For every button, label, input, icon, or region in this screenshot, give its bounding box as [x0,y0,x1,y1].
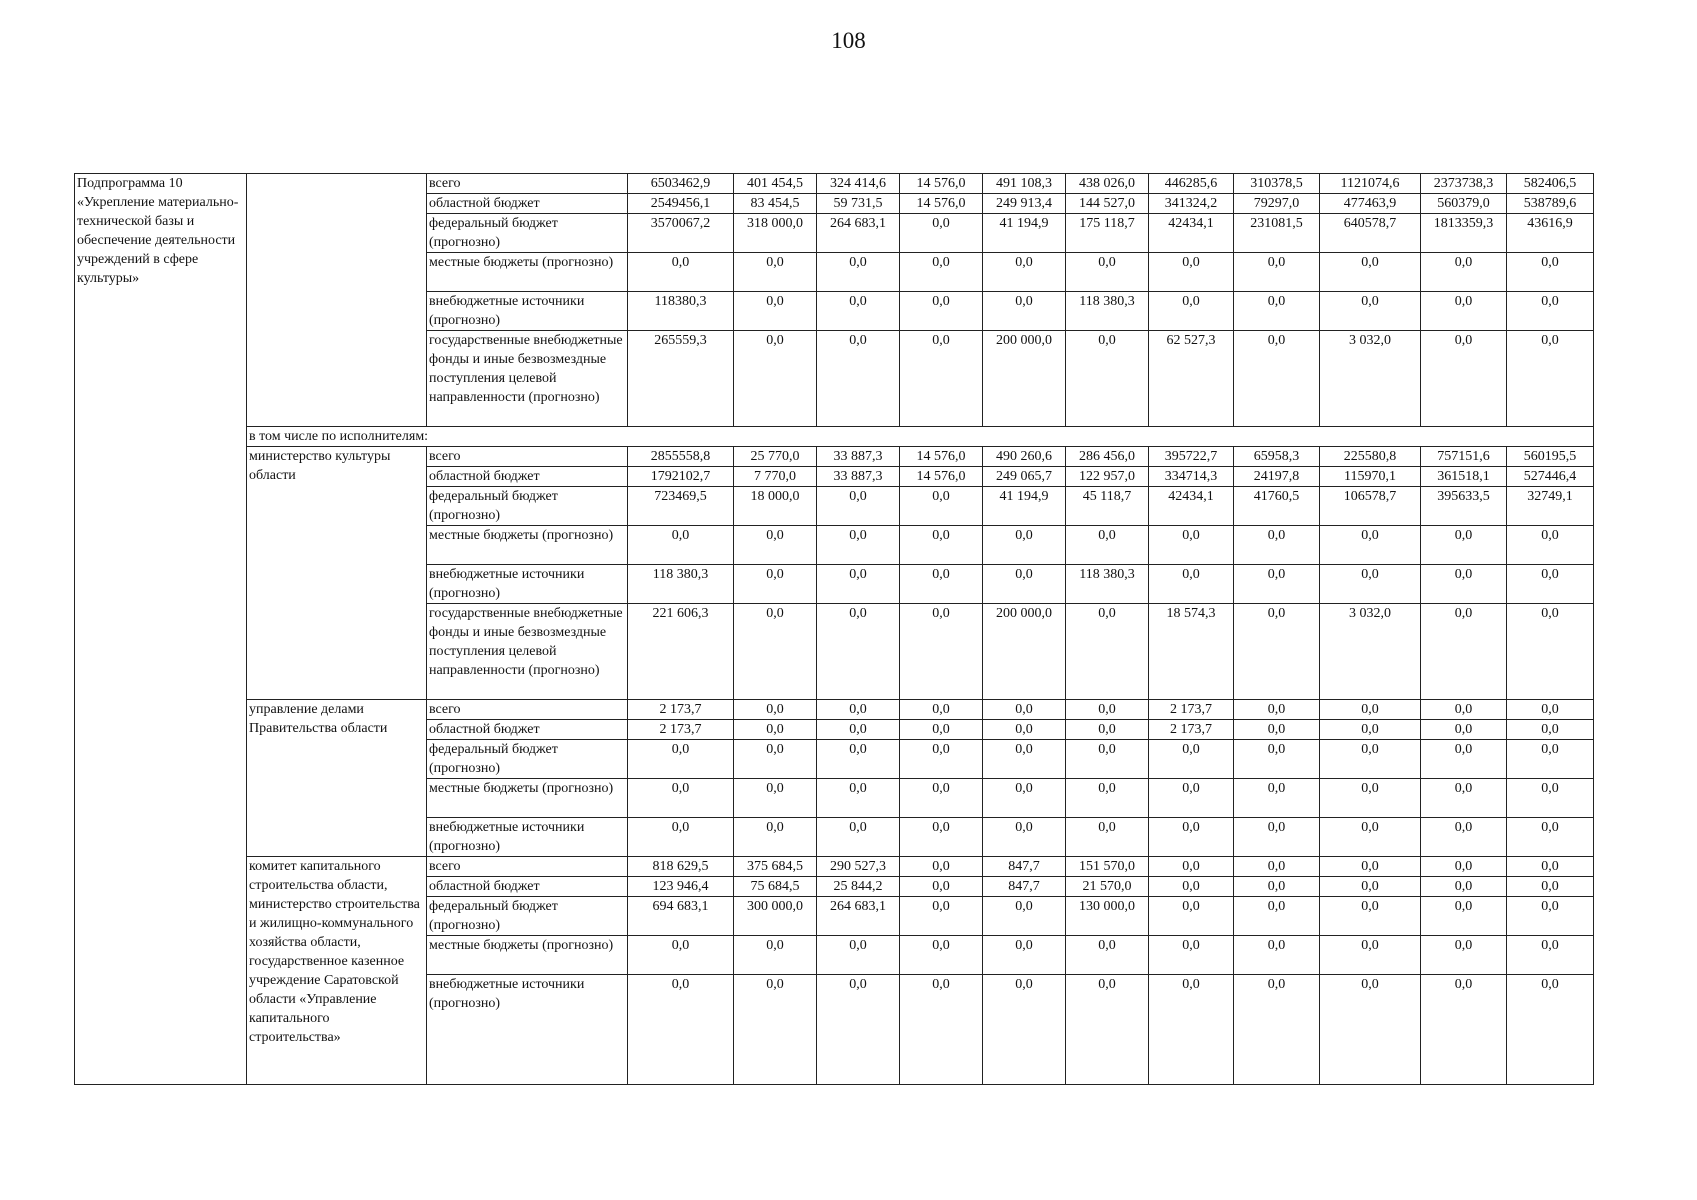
amount-cell: 32749,1 [1507,487,1594,526]
amount-cell: 0,0 [1066,720,1149,740]
amount-cell: 0,0 [1421,331,1507,427]
amount-cell: 2373738,3 [1421,174,1507,194]
amount-cell: 310378,5 [1234,174,1320,194]
amount-cell: 0,0 [817,818,900,857]
amount-cell: 0,0 [817,700,900,720]
executors-subheading-row [75,427,1594,447]
table-row [75,700,1594,720]
amount-cell: 0,0 [628,975,734,1085]
amount-cell: 0,0 [1507,936,1594,975]
amount-cell: 438 026,0 [1066,174,1149,194]
amount-cell: 0,0 [1421,877,1507,897]
amount-cell: 0,0 [1149,936,1234,975]
amount-cell: 0,0 [817,779,900,818]
amount-cell: 1813359,3 [1421,214,1507,253]
amount-cell: 0,0 [983,975,1066,1085]
amount-cell: 0,0 [900,877,983,897]
amount-cell: 0,0 [1234,975,1320,1085]
amount-cell: 0,0 [1507,877,1594,897]
amount-cell: 0,0 [1320,936,1421,975]
amount-cell: 0,0 [1421,857,1507,877]
amount-cell: 3 032,0 [1320,604,1421,700]
amount-cell: 41760,5 [1234,487,1320,526]
amount-cell: 7 770,0 [734,467,817,487]
amount-cell: 0,0 [817,936,900,975]
amount-cell: 221 606,3 [628,604,734,700]
amount-cell: 118380,3 [628,292,734,331]
amount-cell: 25 770,0 [734,447,817,467]
amount-cell: 0,0 [900,292,983,331]
amount-cell: 0,0 [1320,720,1421,740]
amount-cell: 24197,8 [1234,467,1320,487]
amount-cell: 1121074,6 [1320,174,1421,194]
funding-source-label: областной бюджет [427,194,628,214]
amount-cell: 1792102,7 [628,467,734,487]
amount-cell: 0,0 [983,700,1066,720]
amount-cell: 0,0 [1149,897,1234,936]
amount-cell: 264 683,1 [817,214,900,253]
funding-source-label: областной бюджет [427,877,628,897]
amount-cell: 694 683,1 [628,897,734,936]
amount-cell: 0,0 [983,818,1066,857]
funding-source-label: местные бюджеты (прогнозно) [427,526,628,565]
amount-cell: 0,0 [900,487,983,526]
amount-cell: 0,0 [900,720,983,740]
amount-cell: 0,0 [1320,253,1421,292]
amount-cell: 33 887,3 [817,467,900,487]
amount-cell: 0,0 [1320,818,1421,857]
executors-subheading: в том числе по исполнителям: [247,427,1594,447]
amount-cell: 59 731,5 [817,194,900,214]
amount-cell: 0,0 [1421,897,1507,936]
amount-cell: 265559,3 [628,331,734,427]
amount-cell: 0,0 [817,292,900,331]
amount-cell: 0,0 [1234,292,1320,331]
amount-cell: 0,0 [1507,604,1594,700]
amount-cell: 45 118,7 [1066,487,1149,526]
funding-source-label: всего [427,174,628,194]
amount-cell: 847,7 [983,857,1066,877]
amount-cell: 65958,3 [1234,447,1320,467]
amount-cell: 0,0 [1234,720,1320,740]
executor-cell: комитет капитального строительства области, министерство строительства и жилищно-коммунального хозяйства области, государственное казенное учреждение Саратовской области «Управление капитального строительства» [247,857,427,1085]
amount-cell: 0,0 [983,253,1066,292]
executor-cell: управление делами Правительства области [247,700,427,857]
amount-cell: 0,0 [1234,857,1320,877]
funding-source-label: местные бюджеты (прогнозно) [427,779,628,818]
amount-cell: 0,0 [1234,740,1320,779]
amount-cell: 0,0 [1149,975,1234,1085]
amount-cell: 0,0 [1234,818,1320,857]
table-row [75,447,1594,467]
amount-cell: 0,0 [1320,565,1421,604]
funding-source-label: местные бюджеты (прогнозно) [427,936,628,975]
amount-cell: 3 032,0 [1320,331,1421,427]
amount-cell: 0,0 [1149,253,1234,292]
funding-source-label: всего [427,700,628,720]
amount-cell: 249 913,4 [983,194,1066,214]
table-body [75,174,1594,1085]
amount-cell: 130 000,0 [1066,897,1149,936]
amount-cell: 118 380,3 [1066,565,1149,604]
funding-source-label: государственные внебюджетные фонды и иные безвозмездные поступления целевой направленности (прогнозно) [427,604,628,700]
amount-cell: 0,0 [1507,857,1594,877]
amount-cell: 0,0 [1149,857,1234,877]
amount-cell: 0,0 [628,779,734,818]
amount-cell: 18 574,3 [1149,604,1234,700]
amount-cell: 0,0 [1320,857,1421,877]
funding-source-label: федеральный бюджет (прогнозно) [427,897,628,936]
amount-cell: 33 887,3 [817,447,900,467]
amount-cell: 0,0 [1507,292,1594,331]
amount-cell: 0,0 [1507,897,1594,936]
amount-cell: 151 570,0 [1066,857,1149,877]
amount-cell: 0,0 [900,253,983,292]
amount-cell: 0,0 [1320,877,1421,897]
amount-cell: 0,0 [1234,936,1320,975]
amount-cell: 560379,0 [1421,194,1507,214]
funding-source-label: федеральный бюджет (прогнозно) [427,214,628,253]
executor-cell: министерство культуры области [247,447,427,700]
amount-cell: 0,0 [734,526,817,565]
funding-source-label: местные бюджеты (прогнозно) [427,253,628,292]
amount-cell: 2 173,7 [628,700,734,720]
amount-cell: 0,0 [1066,253,1149,292]
amount-cell: 0,0 [1234,897,1320,936]
amount-cell: 0,0 [628,818,734,857]
amount-cell: 0,0 [1421,720,1507,740]
amount-cell: 0,0 [1149,292,1234,331]
amount-cell: 0,0 [1066,700,1149,720]
amount-cell: 0,0 [734,604,817,700]
amount-cell: 18 000,0 [734,487,817,526]
amount-cell: 0,0 [734,565,817,604]
amount-cell: 118 380,3 [628,565,734,604]
amount-cell: 0,0 [1066,779,1149,818]
amount-cell: 0,0 [1320,700,1421,720]
amount-cell: 0,0 [983,565,1066,604]
amount-cell: 0,0 [983,292,1066,331]
amount-cell: 0,0 [900,700,983,720]
amount-cell: 0,0 [817,253,900,292]
amount-cell: 0,0 [628,936,734,975]
amount-cell: 286 456,0 [1066,447,1149,467]
amount-cell: 106578,7 [1320,487,1421,526]
amount-cell: 0,0 [1507,818,1594,857]
amount-cell: 0,0 [900,818,983,857]
amount-cell: 361518,1 [1421,467,1507,487]
amount-cell: 175 118,7 [1066,214,1149,253]
amount-cell: 0,0 [1234,700,1320,720]
funding-source-label: внебюджетные источники (прогнозно) [427,565,628,604]
executor-cell [247,174,427,427]
amount-cell: 0,0 [1507,526,1594,565]
amount-cell: 395722,7 [1149,447,1234,467]
amount-cell: 0,0 [817,526,900,565]
amount-cell: 490 260,6 [983,447,1066,467]
amount-cell: 0,0 [734,975,817,1085]
amount-cell: 477463,9 [1320,194,1421,214]
amount-cell: 0,0 [1320,897,1421,936]
amount-cell: 0,0 [900,604,983,700]
amount-cell: 0,0 [900,565,983,604]
amount-cell: 324 414,6 [817,174,900,194]
amount-cell: 200 000,0 [983,331,1066,427]
amount-cell: 0,0 [1066,740,1149,779]
amount-cell: 2855558,8 [628,447,734,467]
amount-cell: 0,0 [900,936,983,975]
amount-cell: 446285,6 [1149,174,1234,194]
amount-cell: 79297,0 [1234,194,1320,214]
amount-cell: 334714,3 [1149,467,1234,487]
funding-source-label: внебюджетные источники (прогнозно) [427,818,628,857]
amount-cell: 375 684,5 [734,857,817,877]
funding-source-label: областной бюджет [427,467,628,487]
amount-cell: 115970,1 [1320,467,1421,487]
amount-cell: 6503462,9 [628,174,734,194]
amount-cell: 0,0 [900,857,983,877]
funding-source-label: федеральный бюджет (прогнозно) [427,487,628,526]
amount-cell: 231081,5 [1234,214,1320,253]
amount-cell: 0,0 [1066,936,1149,975]
amount-cell: 0,0 [734,779,817,818]
amount-cell: 225580,8 [1320,447,1421,467]
amount-cell: 0,0 [983,779,1066,818]
page-number: 108 [831,28,866,53]
amount-cell: 0,0 [628,740,734,779]
amount-cell: 0,0 [1149,818,1234,857]
amount-cell: 290 527,3 [817,857,900,877]
amount-cell: 0,0 [1234,565,1320,604]
amount-cell: 0,0 [734,700,817,720]
amount-cell: 25 844,2 [817,877,900,897]
amount-cell: 0,0 [1149,565,1234,604]
amount-cell: 847,7 [983,877,1066,897]
amount-cell: 757151,6 [1421,447,1507,467]
amount-cell: 264 683,1 [817,897,900,936]
amount-cell: 0,0 [1066,604,1149,700]
amount-cell: 0,0 [1421,975,1507,1085]
amount-cell: 200 000,0 [983,604,1066,700]
amount-cell: 2 173,7 [1149,700,1234,720]
amount-cell: 0,0 [1066,331,1149,427]
amount-cell: 14 576,0 [900,447,983,467]
amount-cell: 0,0 [817,740,900,779]
amount-cell: 0,0 [1320,975,1421,1085]
amount-cell: 0,0 [1421,253,1507,292]
amount-cell: 300 000,0 [734,897,817,936]
amount-cell: 491 108,3 [983,174,1066,194]
amount-cell: 0,0 [1066,975,1149,1085]
program-title: Подпрограмма 10 «Укрепление материально-технической базы и обеспечение деятельности учреждений в сфере культуры» [75,174,247,1085]
amount-cell: 0,0 [1149,877,1234,897]
amount-cell: 0,0 [900,740,983,779]
amount-cell: 0,0 [1507,253,1594,292]
amount-cell: 0,0 [1149,526,1234,565]
funding-source-label: внебюджетные источники (прогнозно) [427,292,628,331]
amount-cell: 0,0 [1507,331,1594,427]
amount-cell: 0,0 [1507,700,1594,720]
amount-cell: 14 576,0 [900,174,983,194]
amount-cell: 582406,5 [1507,174,1594,194]
amount-cell: 0,0 [628,253,734,292]
amount-cell: 0,0 [734,740,817,779]
amount-cell: 723469,5 [628,487,734,526]
amount-cell: 0,0 [1507,779,1594,818]
amount-cell: 0,0 [817,604,900,700]
amount-cell: 0,0 [1149,740,1234,779]
amount-cell: 83 454,5 [734,194,817,214]
amount-cell: 0,0 [1234,604,1320,700]
amount-cell: 43616,9 [1507,214,1594,253]
amount-cell: 560195,5 [1507,447,1594,467]
amount-cell: 0,0 [1066,818,1149,857]
amount-cell: 0,0 [983,720,1066,740]
amount-cell: 0,0 [1320,292,1421,331]
amount-cell: 0,0 [817,975,900,1085]
funding-source-label: государственные внебюджетные фонды и иные безвозмездные поступления целевой направленности (прогнозно) [427,331,628,427]
amount-cell: 0,0 [1234,779,1320,818]
table-row [75,857,1594,877]
amount-cell: 0,0 [983,740,1066,779]
amount-cell: 0,0 [817,487,900,526]
amount-cell: 42434,1 [1149,214,1234,253]
amount-cell: 0,0 [734,818,817,857]
funding-source-label: внебюджетные источники (прогнозно) [427,975,628,1085]
amount-cell: 0,0 [1066,526,1149,565]
amount-cell: 2549456,1 [628,194,734,214]
amount-cell: 14 576,0 [900,467,983,487]
amount-cell: 0,0 [1421,936,1507,975]
amount-cell: 0,0 [1421,565,1507,604]
amount-cell: 0,0 [900,897,983,936]
amount-cell: 0,0 [1320,779,1421,818]
funding-source-label: федеральный бюджет (прогнозно) [427,740,628,779]
amount-cell: 0,0 [1421,818,1507,857]
amount-cell: 0,0 [817,331,900,427]
amount-cell: 0,0 [1421,292,1507,331]
amount-cell: 640578,7 [1320,214,1421,253]
amount-cell: 0,0 [1507,740,1594,779]
amount-cell: 0,0 [1421,604,1507,700]
amount-cell: 0,0 [900,779,983,818]
amount-cell: 123 946,4 [628,877,734,897]
amount-cell: 144 527,0 [1066,194,1149,214]
amount-cell: 318 000,0 [734,214,817,253]
amount-cell: 395633,5 [1421,487,1507,526]
amount-cell: 3570067,2 [628,214,734,253]
funding-source-label: областной бюджет [427,720,628,740]
amount-cell: 0,0 [734,292,817,331]
amount-cell: 2 173,7 [628,720,734,740]
amount-cell: 0,0 [900,214,983,253]
amount-cell: 75 684,5 [734,877,817,897]
amount-cell: 42434,1 [1149,487,1234,526]
amount-cell: 527446,4 [1507,467,1594,487]
amount-cell: 0,0 [983,936,1066,975]
amount-cell: 0,0 [817,565,900,604]
amount-cell: 0,0 [734,253,817,292]
amount-cell: 118 380,3 [1066,292,1149,331]
amount-cell: 0,0 [734,720,817,740]
amount-cell: 0,0 [900,331,983,427]
funding-table [74,173,1594,1085]
amount-cell: 0,0 [1320,526,1421,565]
amount-cell: 0,0 [1234,526,1320,565]
amount-cell: 0,0 [817,720,900,740]
funding-source-label: всего [427,857,628,877]
amount-cell: 0,0 [1507,565,1594,604]
amount-cell: 0,0 [1507,975,1594,1085]
amount-cell: 41 194,9 [983,487,1066,526]
amount-cell: 62 527,3 [1149,331,1234,427]
amount-cell: 0,0 [900,975,983,1085]
funding-source-label: всего [427,447,628,467]
amount-cell: 0,0 [1234,877,1320,897]
amount-cell: 341324,2 [1149,194,1234,214]
amount-cell: 0,0 [1149,779,1234,818]
amount-cell: 0,0 [983,897,1066,936]
amount-cell: 818 629,5 [628,857,734,877]
amount-cell: 0,0 [628,526,734,565]
amount-cell: 401 454,5 [734,174,817,194]
amount-cell: 0,0 [1421,526,1507,565]
amount-cell: 0,0 [983,526,1066,565]
amount-cell: 0,0 [900,526,983,565]
amount-cell: 249 065,7 [983,467,1066,487]
amount-cell: 0,0 [1421,779,1507,818]
table-row [75,174,1594,194]
amount-cell: 2 173,7 [1149,720,1234,740]
amount-cell: 0,0 [1421,700,1507,720]
amount-cell: 0,0 [734,331,817,427]
amount-cell: 21 570,0 [1066,877,1149,897]
amount-cell: 0,0 [1421,740,1507,779]
amount-cell: 0,0 [1234,253,1320,292]
amount-cell: 122 957,0 [1066,467,1149,487]
amount-cell: 0,0 [734,936,817,975]
amount-cell: 0,0 [1507,720,1594,740]
amount-cell: 14 576,0 [900,194,983,214]
amount-cell: 0,0 [1320,740,1421,779]
amount-cell: 538789,6 [1507,194,1594,214]
amount-cell: 0,0 [1234,331,1320,427]
amount-cell: 41 194,9 [983,214,1066,253]
